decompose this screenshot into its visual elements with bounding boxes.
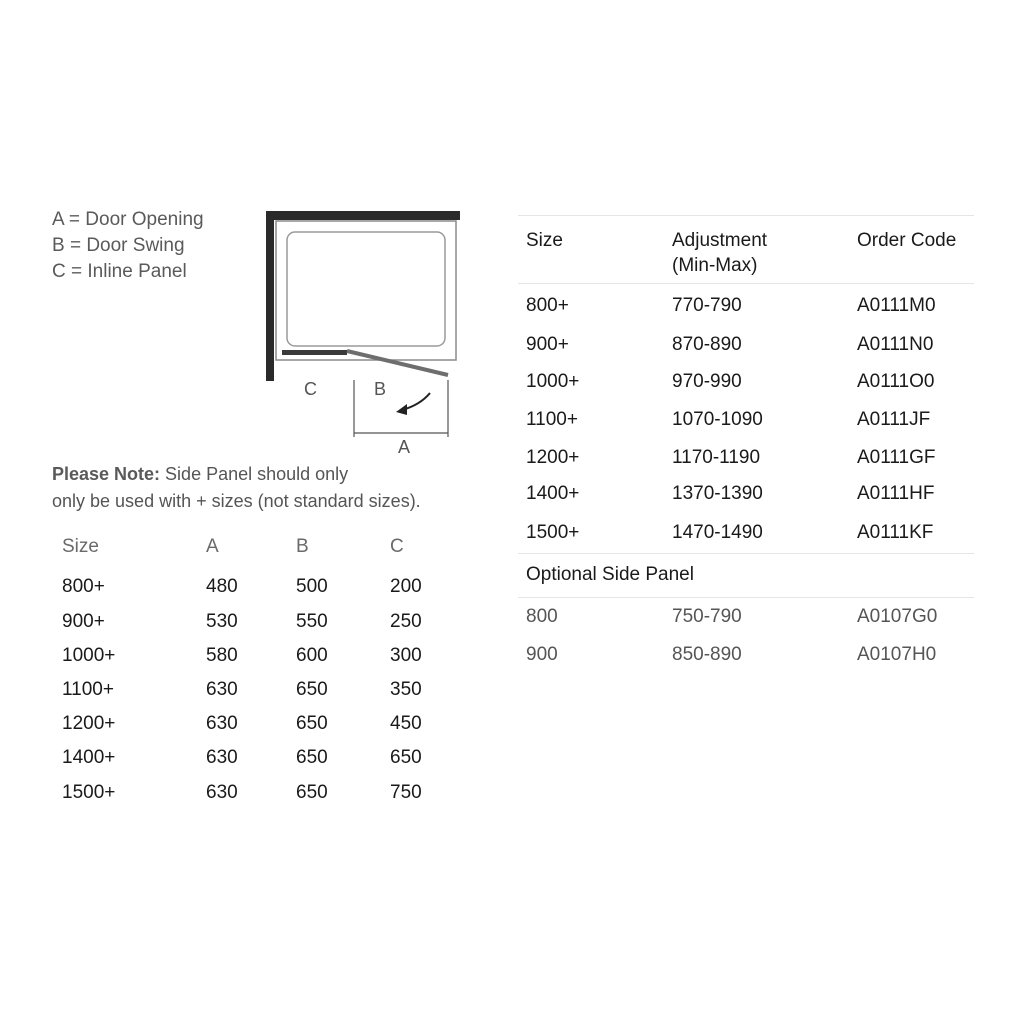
cell-a: 630 [206, 679, 238, 700]
cell-size: 800+ [62, 576, 105, 597]
cell-b: 650 [296, 679, 328, 700]
header-rule [518, 283, 974, 284]
legend-a: A = Door Opening [52, 209, 204, 230]
cell-a: 630 [206, 713, 238, 734]
tray-inner [287, 232, 445, 346]
cell-adjustment: 770-790 [672, 295, 742, 316]
legend-b: B = Door Swing [52, 235, 185, 256]
section-rule [518, 553, 974, 554]
cell-size: 1400+ [526, 483, 580, 504]
shower-plan-drawing [262, 205, 472, 460]
top-wall [266, 211, 460, 220]
cell-size: 1100+ [62, 679, 114, 700]
cell-size: 900+ [62, 611, 105, 632]
cell-adjustment: 850-890 [672, 644, 742, 665]
cell-a: 580 [206, 645, 238, 666]
cell-b: 650 [296, 782, 328, 803]
cell-a: 630 [206, 747, 238, 768]
cell-order-code: A0107G0 [857, 606, 938, 627]
cell-c: 250 [390, 611, 422, 632]
note-line1: Side Panel should only [160, 464, 349, 484]
header-adjustment-line1: Adjustment [672, 230, 768, 251]
cell-c: 350 [390, 679, 422, 700]
cell-order-code: A0111M0 [857, 295, 936, 316]
door-line [347, 351, 448, 375]
header-c: C [390, 536, 404, 557]
cell-size: 1000+ [62, 645, 116, 666]
cell-b: 600 [296, 645, 328, 666]
cell-order-code: A0107H0 [857, 644, 937, 665]
cell-size: 800 [526, 606, 558, 627]
header-order-code: Order Code [857, 230, 957, 251]
header-adjustment-line2: (Min-Max) [672, 255, 758, 276]
cell-size: 900 [526, 644, 558, 665]
cell-b: 650 [296, 713, 328, 734]
side-panel-rule [518, 597, 974, 598]
note-line2: only be used with + sizes (not standard sizes). [52, 491, 421, 511]
cell-c: 750 [390, 782, 422, 803]
tray-outer [276, 221, 456, 360]
cell-order-code: A0111JF [857, 409, 931, 430]
label-b: B [374, 379, 387, 399]
cell-order-code: A0111HF [857, 483, 935, 504]
cell-order-code: A0111KF [857, 522, 934, 543]
shower-door-diagram [262, 205, 472, 460]
cell-b: 550 [296, 611, 328, 632]
header-adjustment [672, 228, 767, 278]
cell-adjustment: 970-990 [672, 371, 742, 392]
diagram-legend [52, 207, 204, 285]
cell-size: 1000+ [526, 371, 580, 392]
cell-c: 200 [390, 576, 422, 597]
side-panel-note [52, 461, 421, 515]
cell-size: 1400+ [62, 747, 116, 768]
label-c: C [304, 379, 317, 399]
cell-adjustment: 1370-1390 [672, 483, 763, 504]
legend-c: C = Inline Panel [52, 261, 187, 282]
cell-b: 650 [296, 747, 328, 768]
cell-c: 650 [390, 747, 422, 768]
cell-b: 500 [296, 576, 328, 597]
header-b: B [296, 536, 309, 557]
cell-order-code: A0111GF [857, 447, 936, 468]
cell-adjustment: 750-790 [672, 606, 742, 627]
label-a: A [398, 437, 411, 457]
cell-size: 800+ [526, 295, 569, 316]
cell-adjustment: 1070-1090 [672, 409, 763, 430]
cell-size: 1500+ [62, 782, 116, 803]
header-size: Size [62, 536, 99, 557]
inline-panel [282, 350, 347, 355]
swing-arrow-head [396, 404, 407, 415]
cell-adjustment: 1470-1490 [672, 522, 763, 543]
cell-adjustment: 870-890 [672, 334, 742, 355]
cell-c: 450 [390, 713, 422, 734]
note-bold: Please Note: [52, 464, 161, 484]
cell-adjustment: 1170-1190 [672, 447, 761, 468]
header-size: Size [526, 230, 563, 251]
table-top-rule [518, 215, 974, 216]
cell-size: 1200+ [526, 447, 580, 468]
cell-size: 900+ [526, 334, 569, 355]
cell-order-code: A0111O0 [857, 371, 935, 392]
cell-c: 300 [390, 645, 422, 666]
header-a: A [206, 536, 219, 557]
cell-a: 630 [206, 782, 238, 803]
cell-size: 1200+ [62, 713, 116, 734]
cell-size: 1100+ [526, 409, 578, 430]
left-wall [266, 211, 274, 381]
cell-a: 530 [206, 611, 238, 632]
cell-size: 1500+ [526, 522, 580, 543]
side-panel-title: Optional Side Panel [526, 564, 694, 585]
cell-a: 480 [206, 576, 238, 597]
cell-order-code: A0111N0 [857, 334, 934, 355]
